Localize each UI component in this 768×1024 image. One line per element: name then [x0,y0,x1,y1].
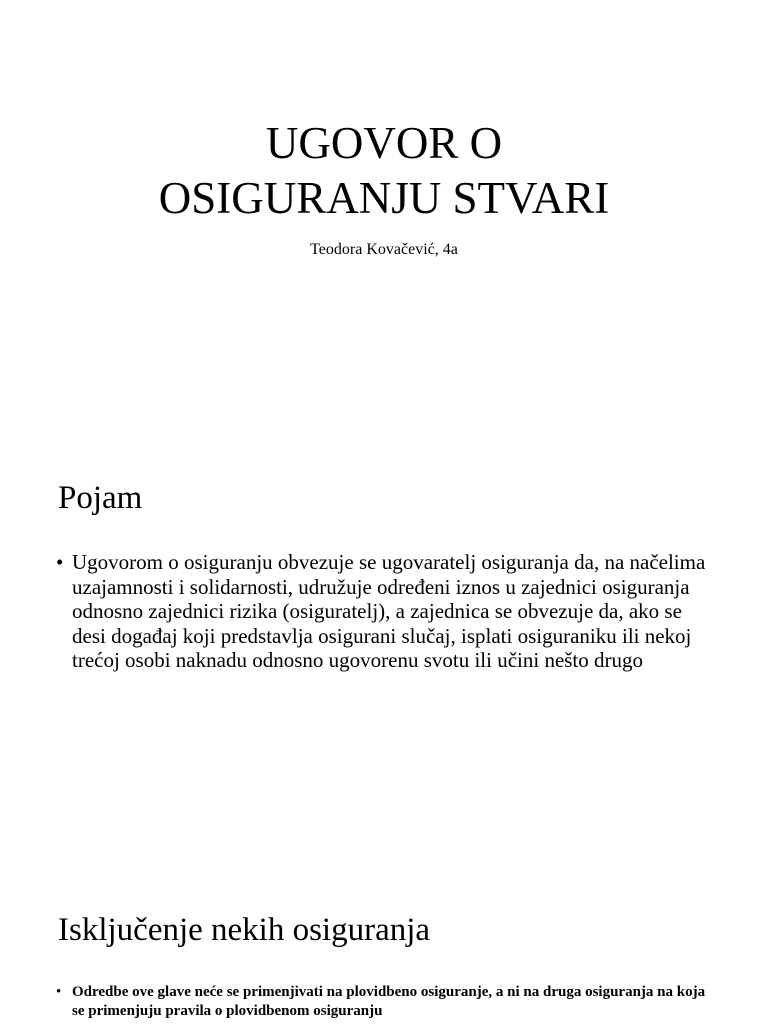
content-slide-pojam [0,432,768,864]
title-block [0,116,768,260]
bullet-text: Ugovorom o osiguranju obvezuje se ugovaratelj osiguranja da, na načelima uzajamnosti i solidarnosti, udružuje određeni iznos u zajednici osiguranja odnosno zajednici rizika (osiguratelj), a zajednica se obvezuje da, ako se desi događaj koji predstavlja osigurani slučaj, isplati osiguraniku ili nekoj trećoj osobi naknadu odnosno ugovorenu svotu ili učini nešto drugo [72,550,706,673]
bullet-text: Odredbe ove glave neće se primenjivati na plovidbeno osiguranje, a ni na druga osiguranja na koja se primenjuju pravila o plovidbenom osiguranju [72,984,706,1019]
slide-heading: Isključenje nekih osiguranja [58,912,431,948]
content-slide-iskljucenje [0,864,768,1024]
title-line-1: UGOVOR O [265,118,503,168]
bullet-list [56,550,716,673]
title-slide [0,0,768,432]
bullet-icon: • [56,550,64,574]
title-line-2: OSIGURANJU STVARI [158,173,610,223]
presentation-title [0,116,768,226]
slide-heading: Pojam [58,480,143,516]
list-item [56,983,716,1020]
author-subtitle: Teodora Kovačević, 4a [310,241,458,258]
bullet-icon: • [56,984,62,1000]
bullet-list [56,983,716,1020]
list-item [56,550,716,673]
